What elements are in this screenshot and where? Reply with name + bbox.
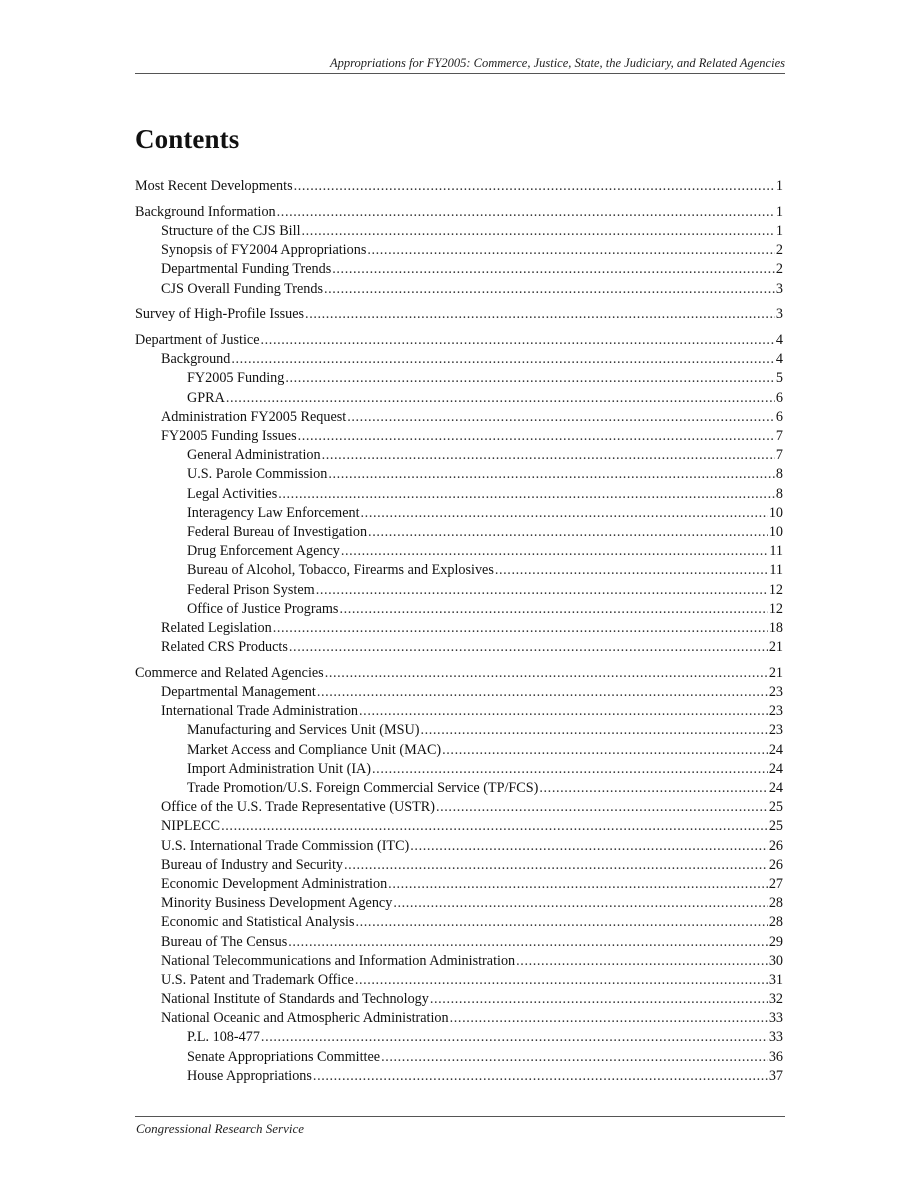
toc-dot-leader: [355, 971, 768, 990]
toc-entry[interactable]: [135, 971, 783, 990]
toc-entry-label: Bureau of Industry and Security: [161, 856, 344, 873]
toc-entry[interactable]: [135, 702, 783, 721]
toc-entry-label: Senate Appropriations Committee: [187, 1048, 381, 1065]
toc-entry[interactable]: [135, 1048, 783, 1067]
toc-entry-page-number: 26: [768, 856, 783, 873]
toc-entry-label: National Telecommunications and Information Administration: [161, 952, 516, 969]
toc-entry-page-number: 33: [768, 1010, 783, 1027]
toc-entry-page-number: 23: [768, 703, 783, 720]
toc-entry-page-number: 27: [768, 875, 783, 892]
toc-entry-label: Minority Business Development Agency: [161, 895, 393, 912]
toc-dot-leader: [372, 760, 768, 779]
toc-dot-leader: [305, 305, 775, 324]
toc-entry-label: Synopsis of FY2004 Appropriations: [161, 242, 367, 259]
toc-entry-page-number: 32: [768, 991, 783, 1008]
toc-entry[interactable]: [135, 427, 783, 446]
toc-entry[interactable]: [135, 779, 783, 798]
toc-entry-label: House Appropriations: [187, 1067, 312, 1084]
toc-dot-leader: [430, 990, 768, 1009]
toc-entry-label: Structure of the CJS Bill: [161, 222, 301, 239]
toc-entry[interactable]: [135, 504, 783, 523]
toc-entry-page-number: 26: [768, 837, 783, 854]
toc-entry-page-number: 4: [775, 332, 783, 349]
toc-entry-label: FY2005 Funding: [187, 370, 285, 387]
toc-entry-label: Market Access and Compliance Unit (MAC): [187, 741, 442, 758]
header-rule: [135, 73, 785, 74]
toc-dot-leader: [516, 952, 768, 971]
toc-dot-leader: [261, 331, 775, 350]
toc-entry[interactable]: [135, 222, 783, 241]
toc-entry-label: U.S. Patent and Trademark Office: [161, 971, 354, 988]
toc-entry-page-number: 23: [768, 722, 783, 739]
toc-dot-leader: [288, 933, 768, 952]
toc-dot-leader: [420, 721, 767, 740]
toc-entry-label: Drug Enforcement Agency: [187, 543, 340, 560]
toc-dot-leader: [289, 638, 768, 657]
toc-entry-label: U.S. International Trade Commission (ITC): [161, 837, 410, 854]
toc-entry-page-number: 4: [775, 351, 783, 368]
toc-entry-page-number: 29: [768, 933, 783, 950]
toc-entry-label: Bureau of The Census: [161, 933, 288, 950]
toc-entry[interactable]: [135, 856, 783, 875]
page-title: Contents: [135, 124, 240, 154]
toc-entry-label: Departmental Funding Trends: [161, 261, 332, 278]
running-header: Appropriations for FY2005: Commerce, Justice, State, the Judiciary, and Related Agencies: [329, 56, 785, 70]
toc-dot-leader: [368, 523, 768, 542]
toc-entry-label: Administration FY2005 Request: [161, 408, 347, 425]
toc-entry[interactable]: [135, 664, 783, 683]
table-of-contents: [135, 177, 783, 1086]
toc-entry[interactable]: [135, 837, 783, 856]
toc-entry[interactable]: [135, 1067, 783, 1086]
toc-entry[interactable]: [135, 177, 783, 196]
toc-dot-leader: [277, 203, 775, 222]
toc-entry[interactable]: [135, 894, 783, 913]
toc-entry[interactable]: [135, 798, 783, 817]
toc-entry[interactable]: [135, 760, 783, 779]
toc-entry-page-number: 8: [775, 485, 783, 502]
toc-dot-leader: [361, 504, 768, 523]
toc-dot-leader: [410, 837, 768, 856]
toc-dot-leader: [316, 581, 768, 600]
toc-entry-page-number: 7: [775, 428, 783, 445]
toc-dot-leader: [221, 817, 768, 836]
toc-entry[interactable]: [135, 260, 783, 279]
toc-dot-leader: [332, 260, 775, 279]
toc-entry[interactable]: [135, 1009, 783, 1028]
toc-entry-label: Office of the U.S. Trade Representative (USTR): [161, 799, 435, 816]
toc-entry-page-number: 12: [768, 581, 783, 598]
toc-dot-leader: [317, 683, 768, 702]
toc-dot-leader: [231, 350, 775, 369]
toc-dot-leader: [355, 913, 767, 932]
toc-entry-label: P.L. 108-477: [187, 1029, 260, 1046]
toc-entry-label: Commerce and Related Agencies: [135, 664, 324, 681]
toc-entry[interactable]: [135, 241, 783, 260]
toc-entry[interactable]: [135, 542, 783, 561]
toc-entry-page-number: 31: [768, 971, 783, 988]
toc-dot-leader: [226, 389, 775, 408]
toc-dot-leader: [436, 798, 768, 817]
toc-entry-page-number: 24: [768, 760, 783, 777]
toc-entry-label: Departmental Management: [161, 684, 316, 701]
toc-dot-leader: [324, 280, 775, 299]
toc-entry-page-number: 6: [775, 408, 783, 425]
toc-entry[interactable]: [135, 561, 783, 580]
toc-entry-label: Federal Bureau of Investigation: [187, 523, 368, 540]
toc-entry-label: NIPLECC: [161, 818, 221, 835]
toc-entry[interactable]: [135, 721, 783, 740]
toc-dot-leader: [442, 741, 768, 760]
toc-entry[interactable]: [135, 875, 783, 894]
running-footer: Congressional Research Service: [136, 1121, 304, 1136]
toc-entry-label: Trade Promotion/U.S. Foreign Commercial Service (TP/FCS): [187, 780, 539, 796]
toc-entry-page-number: 5: [775, 370, 783, 387]
toc-entry-page-number: 3: [775, 306, 783, 323]
toc-dot-leader: [285, 369, 775, 388]
toc-entry-page-number: 18: [768, 619, 783, 636]
toc-entry-label: General Administration: [187, 447, 321, 464]
toc-entry[interactable]: [135, 485, 783, 504]
toc-entry[interactable]: [135, 913, 783, 932]
toc-entry-page-number: 1: [775, 203, 783, 220]
toc-entry-page-number: 25: [768, 799, 783, 816]
toc-entry-label: International Trade Administration: [161, 703, 359, 720]
toc-entry[interactable]: [135, 600, 783, 619]
toc-entry-page-number: 3: [775, 280, 783, 297]
toc-dot-leader: [339, 600, 767, 619]
toc-dot-leader: [328, 465, 775, 484]
toc-dot-leader: [298, 427, 775, 446]
toc-entry-page-number: 2: [775, 261, 783, 278]
toc-entry[interactable]: [135, 331, 783, 350]
toc-entry-label: Federal Prison System: [187, 581, 315, 598]
toc-entry-page-number: 10: [768, 523, 783, 540]
toc-entry[interactable]: [135, 638, 783, 657]
toc-dot-leader: [278, 485, 775, 504]
toc-entry-page-number: 6: [775, 389, 783, 406]
toc-entry[interactable]: [135, 683, 783, 702]
toc-entry-label: Economic and Statistical Analysis: [161, 914, 355, 931]
toc-dot-leader: [313, 1067, 768, 1086]
toc-dot-leader: [294, 177, 775, 196]
toc-entry-page-number: 24: [768, 780, 783, 796]
toc-entry[interactable]: [135, 203, 783, 222]
toc-entry-label: Manufacturing and Services Unit (MSU): [187, 722, 420, 739]
toc-entry-page-number: 21: [768, 664, 783, 681]
toc-entry[interactable]: [135, 369, 783, 388]
toc-entry-label: Legal Activities: [187, 485, 278, 502]
toc-entry-page-number: 25: [768, 818, 783, 835]
toc-entry-page-number: 37: [768, 1067, 783, 1084]
toc-entry-label: Interagency Law Enforcement: [187, 504, 360, 521]
toc-entry-label: Office of Justice Programs: [187, 600, 339, 617]
toc-entry[interactable]: [135, 741, 783, 760]
toc-dot-leader: [325, 664, 768, 683]
toc-entry[interactable]: [135, 389, 783, 408]
toc-entry-label: Background: [161, 351, 231, 368]
toc-entry[interactable]: [135, 990, 783, 1009]
toc-entry-page-number: 10: [768, 504, 783, 521]
toc-dot-leader: [302, 222, 775, 241]
toc-entry-page-number: 7: [775, 447, 783, 464]
toc-entry-page-number: 12: [768, 600, 783, 617]
toc-entry-page-number: 1: [775, 178, 783, 194]
toc-entry-label: FY2005 Funding Issues: [161, 428, 297, 445]
toc-entry-page-number: 2: [775, 242, 783, 259]
toc-entry[interactable]: [135, 1028, 783, 1047]
toc-dot-leader: [273, 619, 768, 638]
toc-dot-leader: [261, 1028, 768, 1047]
toc-entry-label: GPRA: [187, 389, 225, 406]
toc-entry-page-number: 23: [768, 684, 783, 701]
toc-dot-leader: [359, 702, 768, 721]
toc-entry-label: Related Legislation: [161, 619, 272, 636]
toc-dot-leader: [322, 446, 775, 465]
toc-entry-page-number: 36: [768, 1048, 783, 1065]
toc-dot-leader: [539, 779, 767, 798]
footer-rule: [135, 1116, 785, 1117]
toc-dot-leader: [341, 542, 768, 561]
toc-entry-label: CJS Overall Funding Trends: [161, 280, 323, 297]
toc-entry[interactable]: [135, 350, 783, 369]
toc-entry-page-number: 24: [768, 741, 783, 758]
toc-entry-label: Background Information: [135, 203, 276, 220]
toc-entry-label: Most Recent Developments: [135, 178, 293, 194]
toc-entry[interactable]: [135, 952, 783, 971]
toc-entry-page-number: 28: [768, 914, 783, 931]
toc-entry[interactable]: [135, 465, 783, 484]
toc-entry[interactable]: [135, 523, 783, 542]
toc-entry-page-number: 11: [769, 543, 783, 560]
toc-dot-leader: [393, 894, 768, 913]
toc-entry-label: Import Administration Unit (IA): [187, 760, 372, 777]
toc-entry-label: National Institute of Standards and Technology: [161, 991, 429, 1008]
toc-entry-page-number: 30: [768, 952, 783, 969]
toc-dot-leader: [388, 875, 768, 894]
toc-entry-page-number: 8: [775, 466, 783, 483]
toc-dot-leader: [367, 241, 775, 260]
toc-entry-label: Related CRS Products: [161, 639, 288, 656]
toc-entry-label: Economic Development Administration: [161, 875, 388, 892]
toc-entry-page-number: 1: [775, 222, 783, 239]
toc-dot-leader: [381, 1048, 768, 1067]
toc-entry-page-number: 21: [768, 639, 783, 656]
toc-entry[interactable]: [135, 408, 783, 427]
toc-entry[interactable]: [135, 280, 783, 299]
toc-entry[interactable]: [135, 305, 783, 324]
toc-entry[interactable]: [135, 446, 783, 465]
toc-entry-page-number: 11: [769, 562, 783, 579]
toc-entry-label: Survey of High-Profile Issues: [135, 306, 305, 323]
toc-entry[interactable]: [135, 933, 783, 952]
toc-dot-leader: [495, 561, 768, 580]
toc-entry-label: National Oceanic and Atmospheric Administration: [161, 1010, 449, 1027]
toc-dot-leader: [344, 856, 768, 875]
toc-entry-label: U.S. Parole Commission: [187, 466, 328, 483]
toc-entry[interactable]: [135, 619, 783, 638]
toc-entry-label: Department of Justice: [135, 332, 260, 349]
toc-dot-leader: [347, 408, 775, 427]
toc-entry[interactable]: [135, 581, 783, 600]
toc-entry-label: Bureau of Alcohol, Tobacco, Firearms and Explosives: [187, 562, 494, 579]
toc-entry-page-number: 28: [768, 895, 783, 912]
toc-entry[interactable]: [135, 817, 783, 836]
toc-entry-page-number: 33: [768, 1029, 783, 1046]
toc-dot-leader: [450, 1009, 768, 1028]
